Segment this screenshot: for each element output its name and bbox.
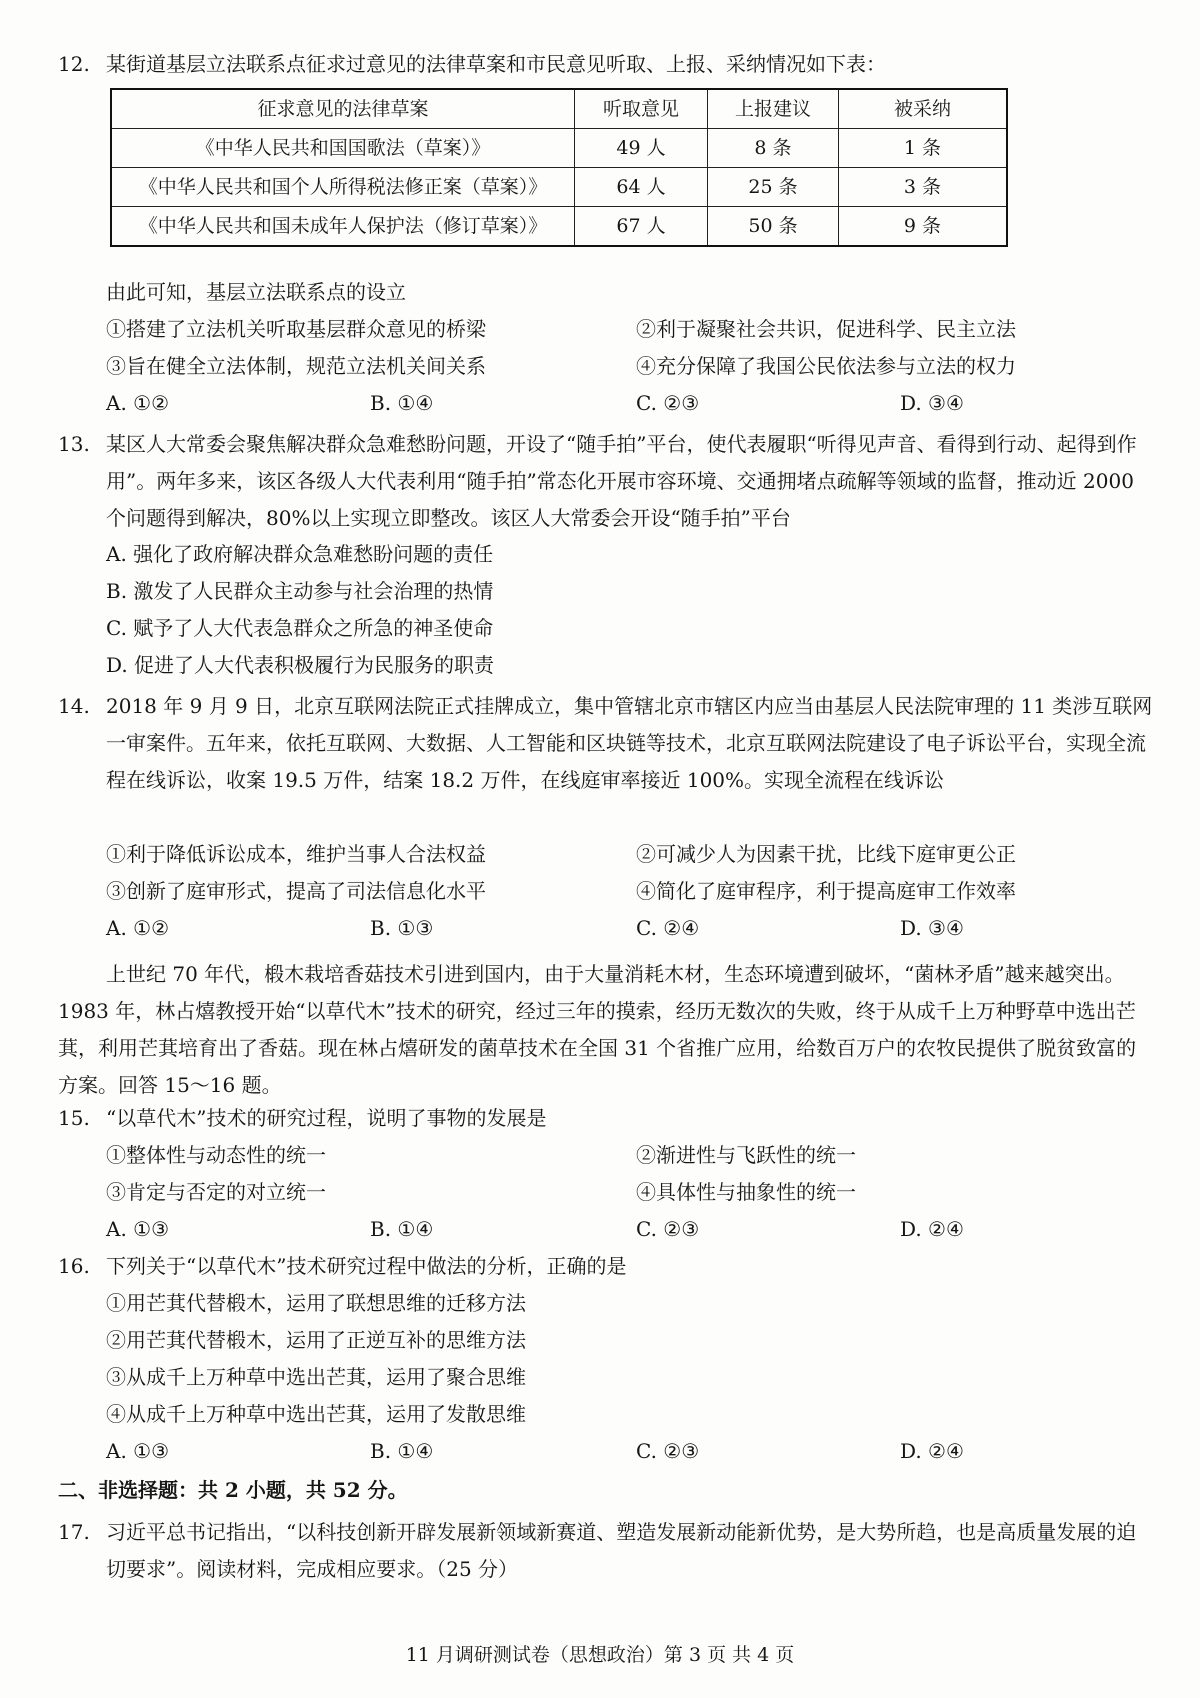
- q12-item-4: ④充分保障了我国公民依法参与立法的权力: [636, 354, 1016, 378]
- table-row: [111, 207, 1007, 247]
- q16-item-4: ④从成千上万种草中选出芒萁，运用了发散思维: [106, 1402, 526, 1426]
- q12-item-1: ①搭建了立法机关听取基层群众意见的桥梁: [106, 317, 486, 341]
- table-row: [111, 129, 1007, 168]
- survey-table: [110, 88, 1008, 247]
- q16-item-1: ①用芒萁代替椴木，运用了联想思维的迁移方法: [106, 1291, 526, 1315]
- q16-choice-b: B. ①④: [370, 1439, 434, 1463]
- q14-choice-c: C. ②④: [636, 916, 700, 940]
- q13-choice-b: B. 激发了人民群众主动参与社会治理的热情: [106, 579, 494, 603]
- q16-stem: 下列关于“以草代木”技术研究过程中做法的分析，正确的是: [106, 1254, 627, 1278]
- q15-item-2: ②渐进性与飞跃性的统一: [636, 1143, 856, 1167]
- q14-item-1: ①利于降低诉讼成本，维护当事人合法权益: [106, 842, 486, 866]
- q14-item-3: ③创新了庭审形式，提高了司法信息化水平: [106, 879, 486, 903]
- q12-number: 12.: [58, 52, 90, 76]
- q15-item-3: ③肯定与否定的对立统一: [106, 1180, 326, 1204]
- table-cell: 1 条: [839, 129, 1008, 168]
- q16-item-2: ②用芒萁代替椴木，运用了正逆互补的思维方法: [106, 1328, 526, 1352]
- q12-lead: 由此可知，基层立法联系点的设立: [106, 280, 406, 304]
- table-header-cell: 上报建议: [708, 89, 839, 129]
- q12-item-3: ③旨在健全立法体制，规范立法机关间关系: [106, 354, 486, 378]
- q13-choice-a: A. 强化了政府解决群众急难愁盼问题的责任: [106, 542, 494, 566]
- q12-choice-d: D. ③④: [900, 391, 964, 415]
- q14-item-2: ②可减少人为因素干扰，比线下庭审更公正: [636, 842, 1016, 866]
- q12-choice-c: C. ②③: [636, 391, 700, 415]
- q17-stem: 习近平总书记指出，“以科技创新开辟发展新领域新赛道、塑造发展新动能新优势，是大势所趋，也是高质量发展的迫切要求”。阅读材料，完成相应要求。（25 分）: [106, 1520, 1137, 1581]
- table-cell: 49 人: [575, 129, 708, 168]
- table-header-cell: 被采纳: [839, 89, 1008, 129]
- table-cell: 《中华人民共和国未成年人保护法（修订草案）》: [111, 207, 575, 247]
- q16-item-3: ③从成千上万种草中选出芒萁，运用了聚合思维: [106, 1365, 526, 1389]
- q13-choice-c: C. 赋予了人大代表急群众之所急的神圣使命: [106, 616, 494, 640]
- table-cell: 3 条: [839, 168, 1008, 207]
- q13-number: 13.: [58, 432, 90, 456]
- table-cell: 67 人: [575, 207, 708, 247]
- table-cell: 9 条: [839, 207, 1008, 247]
- q16-choice-c: C. ②③: [636, 1439, 700, 1463]
- q12-choice-b: B. ①④: [370, 391, 434, 415]
- page-footer: 11 月调研测试卷（思想政治）第 3 页 共 4 页: [405, 1644, 795, 1666]
- q14-number: 14.: [58, 694, 90, 718]
- q15-item-4: ④具体性与抽象性的统一: [636, 1180, 856, 1204]
- q15-stem: “以草代木”技术的研究过程，说明了事物的发展是: [106, 1106, 547, 1130]
- table-header-cell: 征求意见的法律草案: [111, 89, 575, 129]
- q15-choice-d: D. ②④: [900, 1217, 964, 1241]
- q14-block: [58, 688, 1153, 799]
- q15-choice-a: A. ①③: [106, 1217, 170, 1241]
- q14-stem: 2018 年 9 月 9 日，北京互联网法院正式挂牌成立，集中管辖北京市辖区内应当由基层人民法院审理的 11 类涉互联网一审案件。五年来，依托互联网、大数据、人工智能和区块链等技术，北京互联网法院建设了电子诉讼平台，实现全流程在线诉讼，收案 19.5 万件，结案 18.2 万件，在线庭审率接近 100%。实现全流程在线诉讼: [106, 694, 1153, 792]
- q14-choice-a: A. ①②: [106, 916, 170, 940]
- table-cell: 《中华人民共和国个人所得税法修正案（草案）》: [111, 168, 575, 207]
- table-row: [111, 168, 1007, 207]
- q15-choice-c: C. ②③: [636, 1217, 700, 1241]
- q17-number: 17.: [58, 1520, 90, 1544]
- section-heading: 二、非选择题：共 2 小题，共 52 分。: [58, 1478, 408, 1502]
- q14-choice-d: D. ③④: [900, 916, 964, 940]
- q15-choice-b: B. ①④: [370, 1217, 434, 1241]
- table-cell: 50 条: [708, 207, 839, 247]
- q13-stem: 某区人大常委会聚焦解决群众急难愁盼问题，开设了“随手拍”平台，使代表履职“听得见声音、看得到行动、起得到作用”。两年多来，该区各级人大代表利用“随手拍”常态化开展市容环境、交通拥堵点疏解等领域的监督，推动近 2000 个问题得到解决，80%以上实现立即整改。该区人大常委会开设“随手拍”平台: [106, 432, 1137, 530]
- q14-item-4: ④简化了庭审程序，利于提高庭审工作效率: [636, 879, 1016, 903]
- q13-block: [58, 426, 1153, 537]
- table-cell: 64 人: [575, 168, 708, 207]
- material-passage: 上世纪 70 年代，椴木栽培香菇技术引进到国内，由于大量消耗木材，生态环境遭到破坏，“菌林矛盾”越来越突出。1983 年，林占熺教授开始“以草代木”技术的研究，经过三年的摸索，经历无数次的失败，终于从成千上万种野草中选出芒萁，利用芒萁培育出了香菇。现在林占熺研发的菌草技术在全国 31 个省推广应用，给数百万户的农牧民提供了脱贫致富的方案。回答 15～16 题。: [58, 962, 1137, 1097]
- table-cell: 《中华人民共和国国歌法（草案）》: [111, 129, 575, 168]
- q12-item-2: ②利于凝聚社会共识，促进科学、民主立法: [636, 317, 1016, 341]
- q15-item-1: ①整体性与动态性的统一: [106, 1143, 326, 1167]
- q12-stem: 某街道基层立法联系点征求过意见的法律草案和市民意见听取、上报、采纳情况如下表：: [106, 52, 886, 76]
- table-cell: 25 条: [708, 168, 839, 207]
- table-header-cell: 听取意见: [575, 89, 708, 129]
- q14-choice-b: B. ①③: [370, 916, 434, 940]
- q16-choice-d: D. ②④: [900, 1439, 964, 1463]
- q15-number: 15.: [58, 1106, 90, 1130]
- q16-number: 16.: [58, 1254, 90, 1278]
- table-header-row: [111, 89, 1007, 129]
- q17-block: [58, 1514, 1153, 1588]
- q12-choice-a: A. ①②: [106, 391, 170, 415]
- q13-choice-d: D. 促进了人大代表积极履行为民服务的职责: [106, 653, 495, 677]
- table-cell: 8 条: [708, 129, 839, 168]
- q16-choice-a: A. ①③: [106, 1439, 170, 1463]
